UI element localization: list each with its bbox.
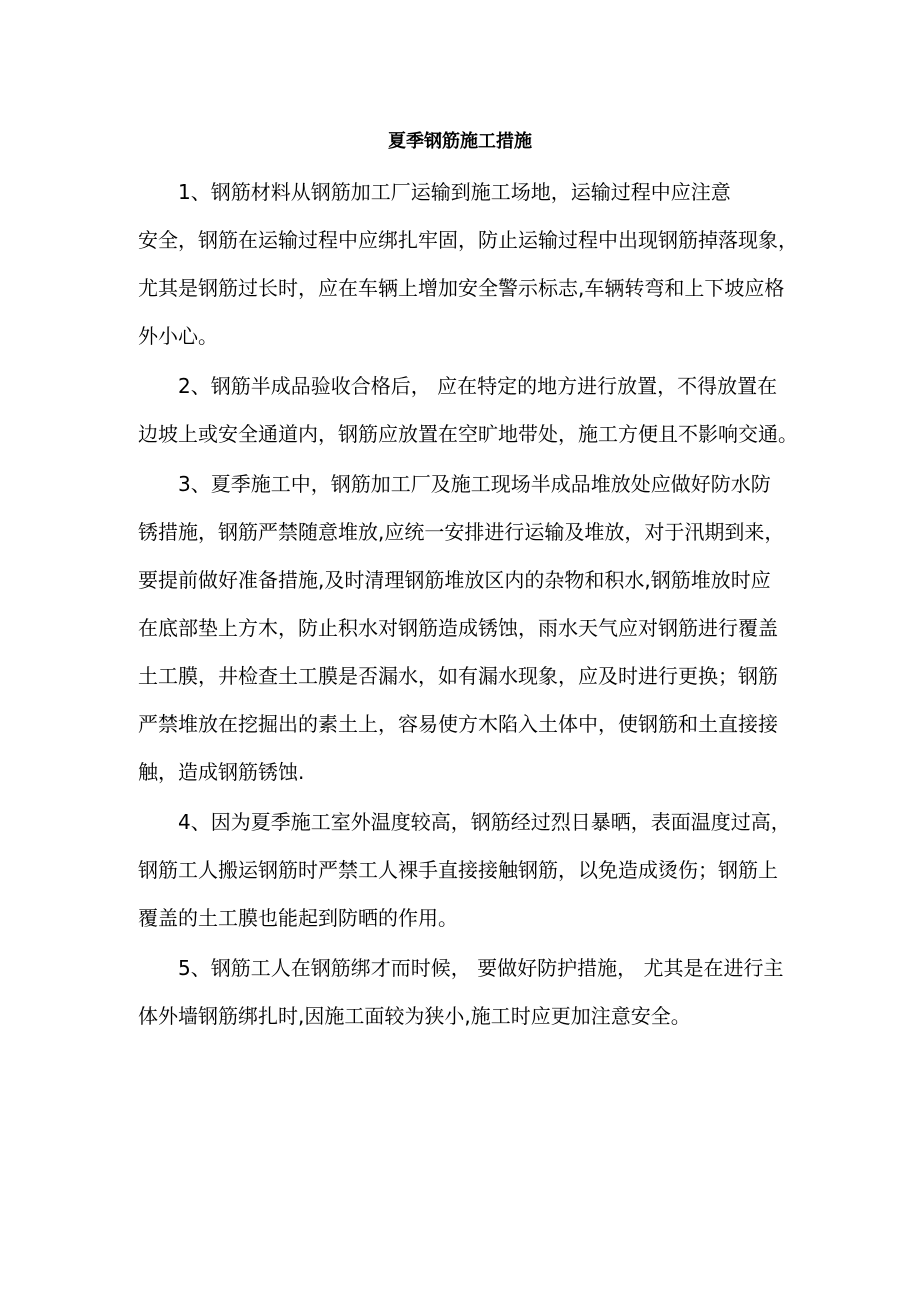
paragraph-line: 覆盖的土工膜也能起到防晒的作用。 bbox=[138, 906, 458, 930]
paragraph-line: 3、夏季施工中，钢筋加工厂及施工现场半成品堆放处应做好防水防 bbox=[178, 472, 771, 496]
paragraph-line: 尤其是钢筋过长时，应在车辆上增加安全警示标志,车辆转弯和上下坡应格 bbox=[138, 276, 785, 300]
paragraph-line: 体外墙钢筋绑扎时,因施工面较为狭小,施工时应更加注意安全。 bbox=[138, 1004, 691, 1028]
paragraph-line: 边坡上或安全通道内，钢筋应放置在空旷地带处，施工方便且不影响交通。 bbox=[138, 422, 798, 446]
paragraph-4 bbox=[138, 798, 798, 942]
paragraph-line: 5、钢筋工人在钢筋绑才而时候， 要做好防护措施， 尤其是在进行主 bbox=[178, 956, 784, 980]
paragraph-line: 钢筋工人搬运钢筋时严禁工人裸手直接接触钢筋，以免造成烫伤；钢筋上 bbox=[138, 858, 778, 882]
document-title: 夏季钢筋施工措施 bbox=[388, 131, 532, 152]
paragraph-line: 外小心。 bbox=[138, 324, 218, 348]
paragraph-line: 要提前做好准备措施,及时清理钢筋堆放区内的杂物和积水,钢筋堆放时应 bbox=[138, 568, 771, 592]
paragraph-line: 严禁堆放在挖掘出的素土上，容易使方木陷入土体中，使钢筋和土直接接 bbox=[138, 712, 778, 736]
paragraph-line: 2、钢筋半成品验收合格后， 应在特定的地方进行放置，不得放置在 bbox=[178, 374, 778, 398]
paragraph-line: 安全，钢筋在运输过程中应绑扎牢固，防止运输过程中出现钢筋掉落现象， bbox=[138, 228, 798, 252]
paragraph-line: 土工膜，井检查土工膜是否漏水，如有漏水现象，应及时进行更换；钢筋 bbox=[138, 664, 778, 688]
paragraph-line: 在底部垫上方木，防止积水对钢筋造成锈蚀，雨水天气应对钢筋进行覆盖 bbox=[138, 616, 778, 640]
paragraph-3 bbox=[138, 460, 798, 796]
paragraph-2 bbox=[138, 362, 798, 458]
paragraph-5 bbox=[138, 944, 798, 1040]
paragraph-line: 4、因为夏季施工室外温度较高，钢筋经过烈日暴晒，表面温度过高， bbox=[178, 810, 791, 834]
paragraph-line: 1、钢筋材料从钢筋加工厂运输到施工场地，运输过程中应注意 bbox=[178, 180, 731, 204]
paragraph-1 bbox=[138, 168, 798, 360]
paragraph-line: 触，造成钢筋锈蚀. bbox=[138, 760, 305, 784]
paragraph-line: 锈措施，钢筋严禁随意堆放,应统一安排进行运输及堆放，对于汛期到来， bbox=[138, 520, 785, 544]
